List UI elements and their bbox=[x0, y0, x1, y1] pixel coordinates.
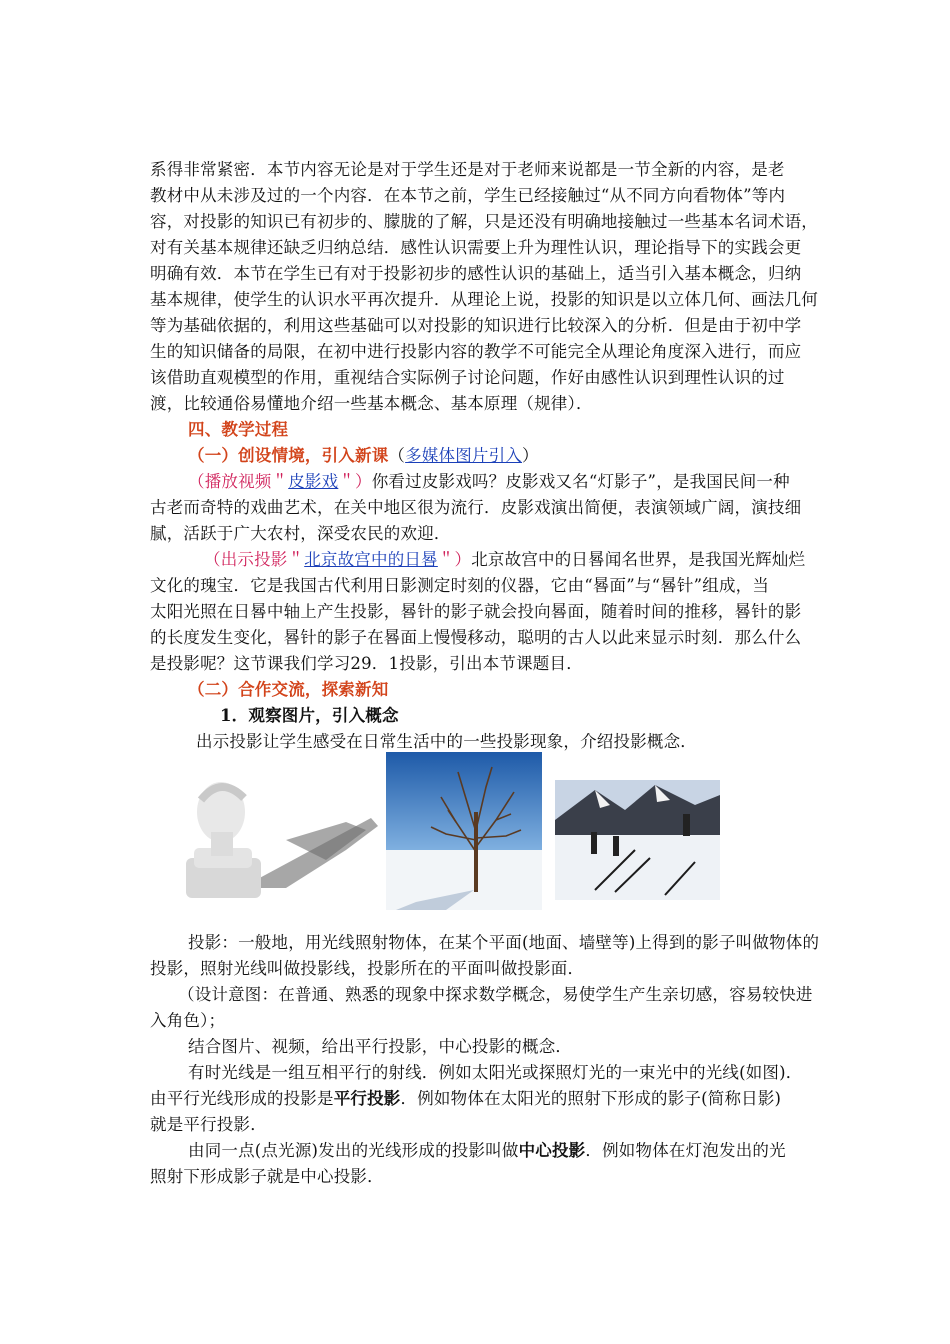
video-cue: （播放视频＂ bbox=[188, 472, 289, 491]
intro-line: 系得非常紧密．本节内容无论是对于学生还是对于老师来说都是一节全新的内容，是老 bbox=[150, 160, 785, 179]
p2-line: 的长度发生变化，晷针的影子在晷面上慢慢移动，聪明的古人以此来显示时刻．那么什么 bbox=[150, 628, 802, 647]
definition-line: 投影，照射光线叫做投影线，投影所在的平面叫做投影面． bbox=[150, 959, 585, 978]
intro-line: 基本规律，使学生的认识水平再次提升．从理论上说，投影的知识是以立体几何、画法几何 bbox=[150, 290, 818, 309]
skiers-shadow-image bbox=[555, 780, 720, 900]
section-title: 四、教学过程 bbox=[188, 420, 289, 439]
combine-text: 结合图片、视频，给出平行投影，中心投影的概念． bbox=[188, 1037, 573, 1056]
design-note-line: 入角色）； bbox=[150, 1011, 226, 1030]
sundial-link[interactable]: 北京故宫中的日晷 bbox=[304, 550, 438, 569]
design-note-line: （设计意图：在普通、熟悉的现象中探求数学概念，易使学生产生亲切感，容易较快进 bbox=[178, 985, 813, 1004]
p2-line: 太阳光照在日晷中轴上产生投影，晷针的影子就会投向晷面，随着时间的推移，晷针的影 bbox=[150, 602, 802, 621]
central-line bbox=[188, 1138, 848, 1164]
intro-line: 明确有效．本节在学生已有对于投影初步的感性认识的基础上，适当引入基本概念，归纳 bbox=[150, 264, 802, 283]
intro-line: 容，对投影的知识已有初步的、朦胧的了解，只是还没有明确地接触过一些基本名词术语， bbox=[150, 212, 818, 231]
p2-line: 文化的瑰宝．它是我国古代利用日影测定时刻的仪器，它由“晷面”与“晷针”组成，当 bbox=[150, 576, 770, 595]
intro-line: 教材中从未涉及过的一个内容．在本节之前，学生已经接触过“从不同方向看物体”等内 bbox=[150, 186, 786, 205]
intro-line: 渡，比较通俗易懂地介绍一些基本概念、基本原理（规律）． bbox=[150, 394, 593, 413]
definition-line: 投影：一般地，用光线照射物体，在某个平面(地面、墙壁等)上得到的影子叫做物体的 bbox=[188, 933, 820, 952]
central-text: 由同一点(点光源)发出的光线形成的投影叫做 bbox=[188, 1141, 519, 1160]
central-text: ．例如物体在灯泡发出的光 bbox=[585, 1141, 786, 1160]
parallel-text: 由平行光线形成的投影是 bbox=[150, 1089, 334, 1108]
parallel-text: ．例如物体在太阳光的照射下形成的影子(简称日影) bbox=[400, 1089, 782, 1108]
part1-heading: （一）创设情境，引入新课 bbox=[188, 446, 389, 465]
projection-cue-end: ＂） bbox=[437, 550, 472, 569]
part2-heading: （二）合作交流，探索新知 bbox=[188, 680, 389, 699]
intro-line: 等为基础依据的，利用这些基础可以对投影的知识进行比较深入的分析．但是由于初中学 bbox=[150, 316, 802, 335]
subsection-title: 1．观察图片，引入概念 bbox=[220, 706, 399, 725]
paren: （ bbox=[388, 446, 406, 465]
intro-line: 生的知识储备的局限，在初中进行投影内容的教学不可能完全从理论角度深入进行，而应 bbox=[150, 342, 802, 361]
bust-shadow-image bbox=[166, 770, 381, 910]
parallel-line bbox=[150, 1086, 810, 1112]
p1-line: 腻，活跃于广大农村，深受农民的欢迎． bbox=[150, 524, 451, 543]
p1-line: 古老而奇特的戏曲艺术，在关中地区很为流行．皮影戏演出简便，表演领域广阔，演技细 bbox=[150, 498, 802, 517]
intro-line: 对有关基本规律还缺乏归纳总结．感性认识需要上升为理性认识，理论指导下的实践会更 bbox=[150, 238, 802, 257]
p2-line: 是投影呢？这节课我们学习29．1投影，引出本节课题目． bbox=[150, 654, 583, 673]
p2-text: 北京故宫中的日晷闻名世界，是我国光辉灿烂 bbox=[471, 550, 806, 569]
tree-shadow-image bbox=[386, 752, 542, 910]
p1-text: 你看过皮影戏吗？皮影戏又名“灯影子”，是我国民间一种 bbox=[371, 472, 790, 491]
part1-heading-row bbox=[188, 443, 848, 469]
p1-line bbox=[188, 469, 848, 495]
multimedia-link[interactable]: 多媒体图片引入 bbox=[405, 446, 523, 465]
central-projection-term: 中心投影 bbox=[518, 1141, 586, 1160]
intro-line: 该借助直观模型的作用，重视结合实际例子讨论问题，作好由感性认识到理性认识的过 bbox=[150, 368, 785, 387]
shadow-play-link[interactable]: 皮影戏 bbox=[288, 472, 339, 491]
parallel-line: 就是平行投影． bbox=[150, 1115, 267, 1134]
video-cue-end: ＂） bbox=[338, 472, 372, 491]
paren: ） bbox=[522, 446, 539, 465]
projection-cue: （出示投影＂ bbox=[204, 550, 305, 569]
p2-line bbox=[204, 547, 864, 573]
central-line: 照射下形成影子就是中心投影． bbox=[150, 1167, 384, 1186]
parallel-projection-term: 平行投影 bbox=[333, 1089, 401, 1108]
sub1-text: 出示投影让学生感受在日常生活中的一些投影现象，介绍投影概念． bbox=[196, 732, 697, 751]
parallel-line: 有时光线是一组互相平行的射线．例如太阳光或探照灯光的一束光中的光线(如图)． bbox=[188, 1063, 803, 1082]
